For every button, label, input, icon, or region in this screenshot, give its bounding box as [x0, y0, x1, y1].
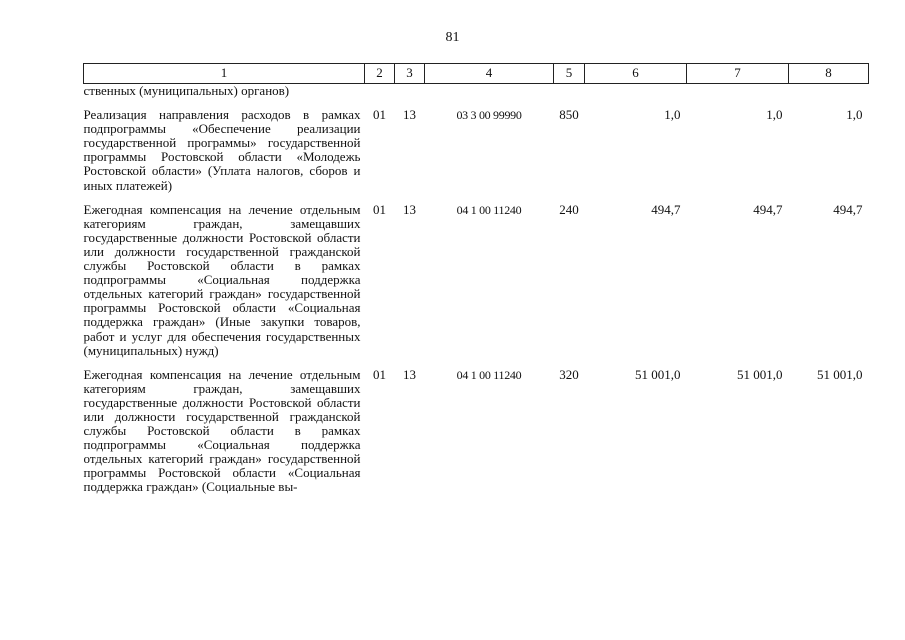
page-number: 81: [445, 30, 460, 45]
row-description: Реализация направления расходов в рамках подпрограммы «Обеспечение реализации государственной программы» государственной программы Ростовской области «Молодежь Ростовской области» (Уплата налогов, сборов и иных платежей): [83, 107, 361, 193]
row-section: 01: [373, 201, 386, 217]
row-amount-8: 1,0: [846, 107, 863, 123]
header-col-5: 5: [554, 64, 585, 84]
row-amount-7: 494,7: [753, 201, 783, 217]
row-target-article: 04 1 00 11240: [456, 202, 522, 217]
continuation-row: [84, 84, 869, 99]
row-amount-6: 494,7: [651, 201, 681, 217]
row-description: Ежегодная компенсация на лечение отдельным категориям граждан, замещавших государственные должности Ростовской области или должности государственной гражданской службы Ростовской области в рамках подпрограммы «Социальная поддержка отдельных категорий граждан» государственной программы Ростовской области «Социальная поддержка граждан» (Социальные вы-: [83, 366, 361, 495]
header-col-3: 3: [395, 64, 425, 84]
table-header: [84, 64, 869, 84]
row-subsection: 13: [403, 201, 416, 217]
header-col-8: 8: [789, 64, 869, 84]
continuation-text: ственных (муниципальных) органов): [83, 83, 290, 98]
row-target-article: 04 1 00 11240: [456, 367, 522, 382]
row-expense-type: 240: [559, 201, 579, 217]
row-amount-8: 494,7: [833, 201, 863, 217]
row-amount-6: 51 001,0: [635, 366, 681, 382]
header-col-2: 2: [365, 64, 395, 84]
header-row: [84, 64, 869, 84]
table-row: [84, 203, 869, 358]
row-amount-6: 1,0: [664, 107, 681, 123]
row-amount-7: 51 001,0: [737, 366, 783, 382]
header-col-4: 4: [425, 64, 554, 84]
header-col-6: 6: [585, 64, 687, 84]
header-col-1: 1: [84, 64, 365, 84]
row-expense-type: 320: [559, 366, 579, 382]
row-subsection: 13: [403, 107, 416, 123]
budget-table: [83, 63, 869, 495]
row-expense-type: 850: [559, 107, 579, 123]
row-section: 01: [373, 107, 386, 123]
row-amount-8: 51 001,0: [817, 366, 863, 382]
row-subsection: 13: [403, 366, 416, 382]
row-amount-7: 1,0: [766, 107, 783, 123]
table-row: [84, 108, 869, 193]
header-col-7: 7: [687, 64, 789, 84]
table-body: [84, 84, 869, 495]
row-section: 01: [373, 366, 386, 382]
row-description: Ежегодная компенсация на лечение отдельным категориям граждан, замещавших государственные должности Ростовской области или должности государственной гражданской службы Ростовской области в рамках подпрограммы «Социальная поддержка отдельных категорий граждан» государственной программы Ростовской области «Социальная поддержка граждан» (Иные закупки товаров, работ и услуг для обеспечения государственных (муниципальных) нужд): [83, 201, 361, 358]
row-target-article: 03 3 00 99990: [456, 108, 522, 123]
table-row: [84, 368, 869, 495]
